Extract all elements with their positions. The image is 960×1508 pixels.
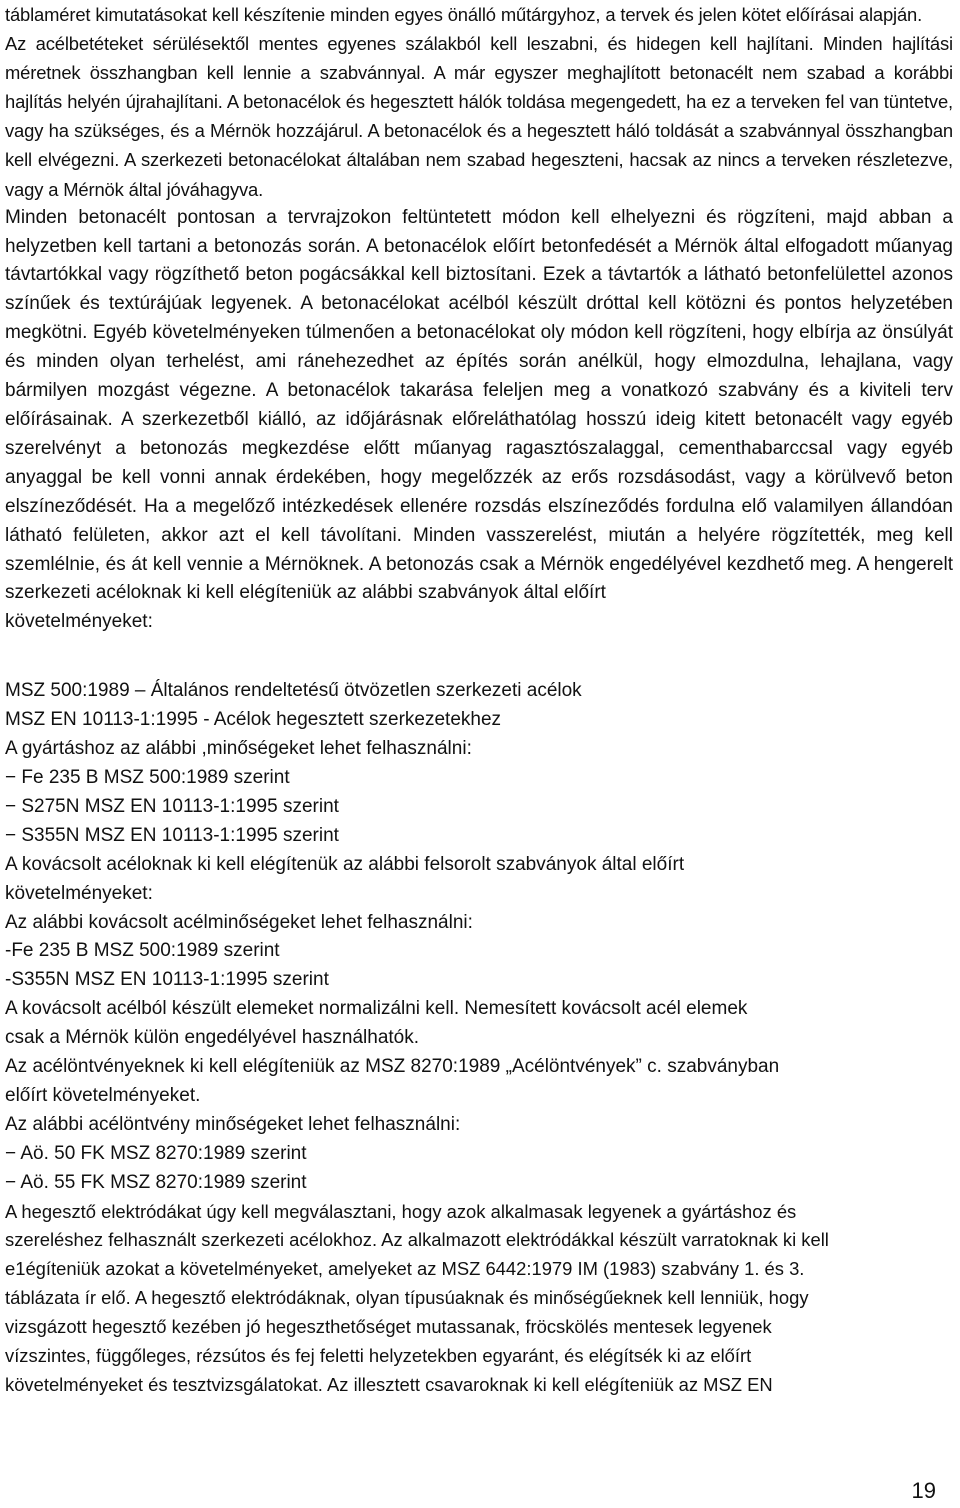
rebar-section	[5, 0, 953, 204]
text-line: szereléshez felhasznált szerkezeti acélokhoz. Az alkalmazott elektródákkal készült varratoknak ki kell	[5, 1229, 829, 1251]
text-line: A kovácsolt acélból készült elemeket normalizálni kell. Nemesített kovácsolt acél elemek	[5, 998, 748, 1020]
text-line: vizsgázott hegesztő kezében jó hegeszthetőséget mutassanak, fröcskölés mentesek legyenek	[5, 1316, 772, 1338]
list-item: − Aö. 50 FK MSZ 8270:1989 szerint	[5, 1142, 307, 1164]
text-line: A kovácsolt acéloknak ki kell elégítenük az alábbi felsorolt szabványok által előírt	[5, 853, 685, 875]
text-line: követelményeket:	[5, 611, 153, 633]
list-item: − Aö. 55 FK MSZ 8270:1989 szerint	[5, 1171, 307, 1193]
paragraph: Minden betonacélt pontosan a tervrajzokon feltüntetett módon kell elhelyezni és rögzíteni, majd abban a helyzetben kell tartani a betonozás során. A betonacélok előírt betonfedését a Mérnök által elfogadott műanyag távtartókkal vagy rögzíthető beton pogácsákkal kell biztosítani. Ezek a távtartók a látható betonfelülettel azonos színűek és textúrájúak legyenek. A betonacélokat acélból készült dróttal kell kötözni és pontos helyzetében megkötni. Egyéb követelményeken túlmenően a betonacélokat oly módon kell rögzíteni, hogy elbírja az önsúlyát és minden olyan terhelést, ami ránehezedhet az építés során anélkül, hogy elmozdulna, lehajlana, vagy bármilyen mozgást végezne. A betonacélok takarása feleljen meg a vonatkozó szabvány és a kiviteli terv előírásainak. A szerkezetből kiálló, az időjárásnak előreláthatólag hosszú ideig kitett betonacélt vagy egyéb szerelvényt a betonozás megkezdése előtt műanyag ragasztószalaggal, cementhabarccsal vagy egyéb anyaggal be kell vonni annak érdekében, hogy megelőzzék az erős rozsdásodást, vagy a körülvevő beton elszíneződését. Ha a megelőző intézkedések ellenére rozsdás elszíneződés fordulna elő valamilyen állandóan látható felületen, akkor azt el kell távolítani. Minden vasszerelést, miután a helyére rögzítették, meg kell szemlélnie, és át kell vennie a Mérnöknek. A betonozás csak a Mérnök engedélyével kezdhető meg. A hengerelt szerkezeti acéloknak ki kell elégíteniük az alábbi szabványok által előírt	[5, 206, 953, 604]
text-line: Az alábbi kovácsolt acélminőségeket lehet felhasználni:	[5, 911, 473, 933]
paragraph: táblaméret kimutatásokat kell készítenie minden egyes önálló műtárgyhoz, a tervek és jelen kötet előírásai alapján.	[5, 4, 923, 25]
text-line: MSZ 500:1989 – Általános rendeltetésű ötvözetlen szerkezeti acélok	[5, 680, 582, 702]
text-line: táblázata ír elő. A hegesztő elektródáknak, olyan típusúaknak és minőségűeknek kell lenniük, hogy	[5, 1287, 809, 1309]
list-item: − S355N MSZ EN 10113-1:1995 szerint	[5, 824, 339, 846]
list-item: -Fe 235 B MSZ 500:1989 szerint	[5, 940, 280, 962]
spacer	[5, 637, 953, 677]
text-line: követelményeket és tesztvizsgálatokat. Az illesztett csavaroknak ki kell elégíteniük az MSZ EN	[5, 1374, 773, 1395]
text-line: követelményeket:	[5, 882, 153, 904]
text-line: előírt követelményeket.	[5, 1084, 201, 1106]
page-number: 19	[911, 1478, 936, 1503]
text-line: vízszintes, függőleges, rézsútos és fej feletti helyzetekben egyaránt, és elégítsék ki az előírt	[5, 1345, 752, 1367]
text-line: csak a Mérnök külön engedélyével használhatók.	[5, 1027, 420, 1049]
list-item: − S275N MSZ EN 10113-1:1995 szerint	[5, 795, 339, 817]
text-line: MSZ EN 10113-1:1995 - Acélok hegesztett szerkezetekhez	[5, 709, 502, 731]
text-line: A gyártáshoz az alábbi ,minőségeket lehet felhasználni:	[5, 738, 472, 760]
text-line: e1égíteniük azokat a követelményeket, amelyeket az MSZ 6442:1979 IM (1983) szabvány 1. és 3.	[5, 1258, 805, 1280]
text-line: Az acélöntvényeknek ki kell elégíteniük az MSZ 8270:1989 „Acélöntvények” c. szabványban	[5, 1056, 780, 1078]
steel-section	[5, 204, 953, 1198]
list-item: -S355N MSZ EN 10113-1:1995 szerint	[5, 969, 329, 991]
text-line: Az alábbi acélöntvény minőségeket lehet felhasználni:	[5, 1113, 461, 1135]
paragraph: Az acélbetéteket sérülésektől mentes egyenes szálakból kell leszabni, és hidegen kell hajlítani. Minden hajlítási méretnek összhangban kell lennie a szabvánnyal. A már egyszer meghajlított betonacélt nem szabad a korábbi hajlítás helyén újrahajlítani. A betonacélok és hegesztett hálók toldása megengedett, ha ez a terveken fel van tüntetve, vagy ha szükséges, és a Mérnök hozzájárul. A betonacélok és a hegesztett háló toldását a szabvánnyal összhangban kell elvégezni. A szerkezeti betonacélokat általában nem szabad hegeszteni, hacsak az nincs a terveken részletezve, vagy a Mérnök által jóváhagyva.	[5, 33, 953, 200]
welding-section	[5, 1198, 953, 1400]
list-item: − Fe 235 B MSZ 500:1989 szerint	[5, 766, 290, 788]
document-page	[5, 0, 953, 1400]
text-line: A hegesztő elektródákat úgy kell megválasztani, hogy azok alkalmasak legyenek a gyártáshoz és	[5, 1200, 797, 1222]
